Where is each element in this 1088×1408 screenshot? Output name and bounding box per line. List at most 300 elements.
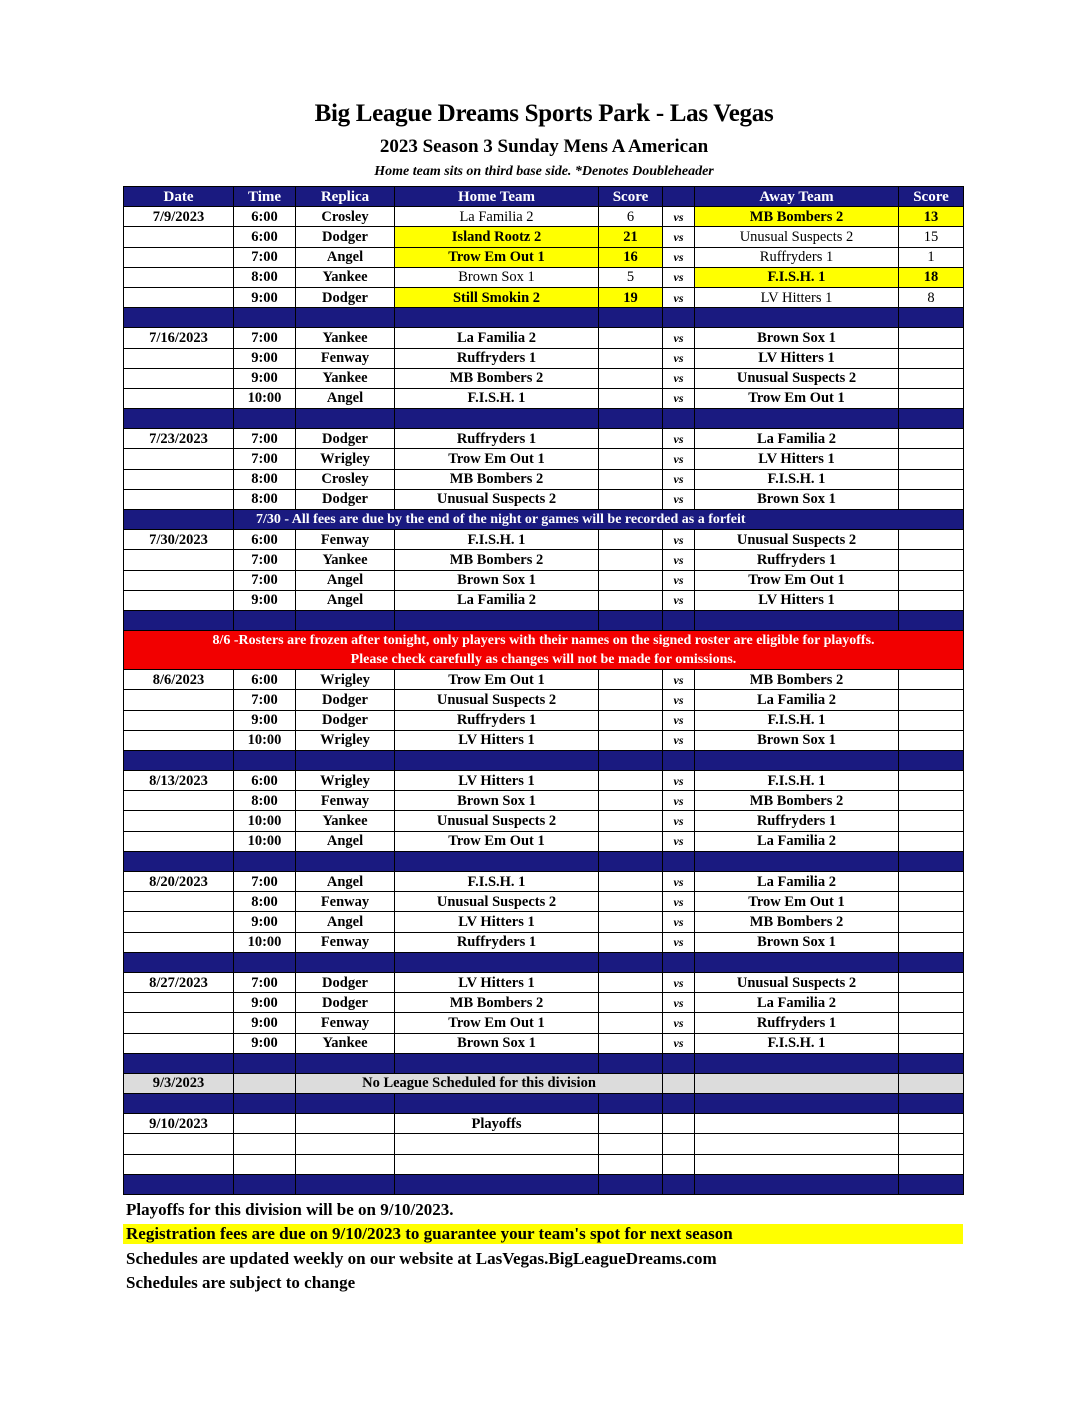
separator-cell xyxy=(663,851,695,871)
game-time: 10:00 xyxy=(234,932,296,952)
blank-cell xyxy=(395,1154,599,1174)
vs-label: vs xyxy=(663,449,695,469)
home-score: 21 xyxy=(599,227,663,247)
blank-cell xyxy=(899,1154,964,1174)
separator-cell xyxy=(599,750,663,770)
home-team: Unusual Suspects 2 xyxy=(395,489,599,509)
home-team: MB Bombers 2 xyxy=(395,469,599,489)
home-team: Brown Sox 1 xyxy=(395,570,599,590)
header-row xyxy=(124,187,964,207)
away-score xyxy=(899,771,964,791)
game-row xyxy=(124,690,964,710)
separator-cell xyxy=(695,750,899,770)
separator-cell xyxy=(395,1094,599,1114)
separator-cell xyxy=(599,1053,663,1073)
away-score xyxy=(899,892,964,912)
separator-cell xyxy=(296,1094,395,1114)
game-time: 8:00 xyxy=(234,267,296,287)
vs-label: vs xyxy=(663,912,695,932)
roster-alert-line-2: Please check carefully as changes will not be made for omissions. xyxy=(350,652,737,668)
separator-cell xyxy=(124,409,234,429)
week-separator xyxy=(124,851,964,871)
separator-cell xyxy=(663,409,695,429)
away-score xyxy=(899,690,964,710)
home-score xyxy=(599,469,663,489)
col-vs xyxy=(663,187,695,207)
game-date xyxy=(124,690,234,710)
away-team: MB Bombers 2 xyxy=(695,912,899,932)
home-score xyxy=(599,912,663,932)
game-field: Angel xyxy=(296,570,395,590)
separator-cell xyxy=(663,1053,695,1073)
vs-label: vs xyxy=(663,348,695,368)
footer-playoffs-note: Playoffs for this division will be on 9/10/2023. xyxy=(126,1200,454,1219)
game-date: 7/23/2023 xyxy=(124,429,234,449)
vs-label: vs xyxy=(663,388,695,408)
separator-cell xyxy=(899,952,964,972)
home-team: MB Bombers 2 xyxy=(395,550,599,570)
blank-cell xyxy=(599,1134,663,1154)
game-date xyxy=(124,892,234,912)
home-score xyxy=(599,932,663,952)
away-score xyxy=(899,348,964,368)
home-team: Unusual Suspects 2 xyxy=(395,811,599,831)
away-score xyxy=(899,590,964,610)
away-score xyxy=(899,993,964,1013)
game-date xyxy=(124,570,234,590)
home-score xyxy=(599,831,663,851)
separator-cell xyxy=(695,409,899,429)
away-score: 8 xyxy=(899,287,964,307)
away-team: Brown Sox 1 xyxy=(695,730,899,750)
blank-cell xyxy=(234,1134,296,1154)
game-row xyxy=(124,348,964,368)
schedule-table xyxy=(123,186,964,1195)
home-team: La Familia 2 xyxy=(395,207,599,227)
separator-cell xyxy=(599,952,663,972)
game-time: 9:00 xyxy=(234,590,296,610)
game-date xyxy=(124,932,234,952)
grey-cell xyxy=(663,1073,695,1093)
separator-cell xyxy=(899,610,964,630)
game-date xyxy=(124,388,234,408)
game-row xyxy=(124,570,964,590)
game-time: 6:00 xyxy=(234,670,296,690)
grey-cell xyxy=(234,1073,296,1093)
vs-label: vs xyxy=(663,932,695,952)
home-score xyxy=(599,972,663,992)
vs-label: vs xyxy=(663,368,695,388)
col-home-score: Score xyxy=(599,187,663,207)
game-time: 7:00 xyxy=(234,872,296,892)
home-team: La Familia 2 xyxy=(395,590,599,610)
game-row xyxy=(124,429,964,449)
col-away-score: Score xyxy=(899,187,964,207)
game-row xyxy=(124,1013,964,1033)
week-separator xyxy=(124,750,964,770)
away-score xyxy=(899,730,964,750)
separator-cell xyxy=(234,409,296,429)
vs-label: vs xyxy=(663,771,695,791)
separator-cell xyxy=(296,750,395,770)
home-score xyxy=(599,791,663,811)
vs-label: vs xyxy=(663,469,695,489)
game-row xyxy=(124,267,964,287)
game-date: 8/13/2023 xyxy=(124,771,234,791)
separator-cell xyxy=(695,308,899,328)
game-time: 10:00 xyxy=(234,811,296,831)
game-row xyxy=(124,892,964,912)
home-team: Trow Em Out 1 xyxy=(395,670,599,690)
game-time: 7:00 xyxy=(234,972,296,992)
separator-cell xyxy=(899,1094,964,1114)
blank-cell xyxy=(663,1154,695,1174)
separator-cell xyxy=(599,610,663,630)
separator-cell xyxy=(234,750,296,770)
vs-label: vs xyxy=(663,972,695,992)
game-field: Dodger xyxy=(296,690,395,710)
game-time: 6:00 xyxy=(234,530,296,550)
separator-cell xyxy=(695,952,899,972)
no-league-text: No League Scheduled for this division xyxy=(296,1073,663,1093)
grey-cell xyxy=(899,1073,964,1093)
home-team: F.I.S.H. 1 xyxy=(395,388,599,408)
home-team: F.I.S.H. 1 xyxy=(395,530,599,550)
away-score: 1 xyxy=(899,247,964,267)
separator-cell xyxy=(695,1174,899,1194)
game-time: 9:00 xyxy=(234,287,296,307)
blank-cell xyxy=(296,1134,395,1154)
game-row xyxy=(124,932,964,952)
game-field: Dodger xyxy=(296,227,395,247)
separator-cell xyxy=(234,308,296,328)
game-field: Wrigley xyxy=(296,771,395,791)
game-time: 9:00 xyxy=(234,912,296,932)
blank-row xyxy=(124,1154,964,1174)
separator-cell xyxy=(124,952,234,972)
away-score xyxy=(899,932,964,952)
game-field: Fenway xyxy=(296,1013,395,1033)
game-field: Wrigley xyxy=(296,730,395,750)
game-field: Crosley xyxy=(296,207,395,227)
away-score xyxy=(899,811,964,831)
home-team: La Familia 2 xyxy=(395,328,599,348)
separator-cell xyxy=(599,1094,663,1114)
home-score: 6 xyxy=(599,207,663,227)
away-team: La Familia 2 xyxy=(695,993,899,1013)
away-score xyxy=(899,831,964,851)
home-team: Unusual Suspects 2 xyxy=(395,690,599,710)
away-team: F.I.S.H. 1 xyxy=(695,771,899,791)
separator-cell xyxy=(395,1174,599,1194)
separator-cell xyxy=(234,1174,296,1194)
vs-label: vs xyxy=(663,1013,695,1033)
game-row xyxy=(124,368,964,388)
game-row xyxy=(124,530,964,550)
separator-cell xyxy=(599,1174,663,1194)
separator-cell xyxy=(234,851,296,871)
game-date: 9/3/2023 xyxy=(124,1073,234,1093)
separator-cell xyxy=(124,610,234,630)
game-field: Angel xyxy=(296,590,395,610)
home-team: Ruffryders 1 xyxy=(395,429,599,449)
away-score: 18 xyxy=(899,267,964,287)
home-score xyxy=(599,489,663,509)
separator-cell xyxy=(124,1174,234,1194)
away-team: Brown Sox 1 xyxy=(695,328,899,348)
away-score xyxy=(899,469,964,489)
game-time: 7:00 xyxy=(234,429,296,449)
col-away-team: Away Team xyxy=(695,187,899,207)
game-row xyxy=(124,993,964,1013)
game-field: Dodger xyxy=(296,287,395,307)
separator-cell xyxy=(899,1174,964,1194)
away-team: LV Hitters 1 xyxy=(695,590,899,610)
away-score xyxy=(899,550,964,570)
separator-cell xyxy=(395,952,599,972)
separator-cell xyxy=(663,750,695,770)
page-title: Big League Dreams Sports Park - Las Vegas xyxy=(314,100,774,127)
separator-cell xyxy=(899,409,964,429)
away-team: LV Hitters 1 xyxy=(695,348,899,368)
game-field: Fenway xyxy=(296,932,395,952)
vs-label: vs xyxy=(663,993,695,1013)
vs-label: vs xyxy=(663,670,695,690)
game-row xyxy=(124,388,964,408)
game-time: 9:00 xyxy=(234,1033,296,1053)
vs-label: vs xyxy=(663,550,695,570)
away-score xyxy=(899,489,964,509)
game-date xyxy=(124,489,234,509)
game-time: 7:00 xyxy=(234,449,296,469)
away-team: Brown Sox 1 xyxy=(695,489,899,509)
away-score xyxy=(899,429,964,449)
away-team: Trow Em Out 1 xyxy=(695,388,899,408)
game-field: Dodger xyxy=(296,710,395,730)
separator-cell xyxy=(695,610,899,630)
week-separator xyxy=(124,1053,964,1073)
game-field: Yankee xyxy=(296,811,395,831)
game-field: Dodger xyxy=(296,972,395,992)
away-team: LV Hitters 1 xyxy=(695,287,899,307)
game-time: 9:00 xyxy=(234,993,296,1013)
away-team: Ruffryders 1 xyxy=(695,811,899,831)
game-time: 10:00 xyxy=(234,730,296,750)
separator-cell xyxy=(695,851,899,871)
footer-change-note: Schedules are subject to change xyxy=(126,1273,356,1292)
home-team-note: Home team sits on third base side. *Denotes Doubleheader xyxy=(374,164,714,179)
game-date xyxy=(124,368,234,388)
away-team: F.I.S.H. 1 xyxy=(695,1033,899,1053)
away-team: Unusual Suspects 2 xyxy=(695,972,899,992)
game-row xyxy=(124,247,964,267)
game-field: Fenway xyxy=(296,530,395,550)
game-row xyxy=(124,590,964,610)
blank-cell xyxy=(124,1134,234,1154)
separator-cell xyxy=(296,952,395,972)
home-score xyxy=(599,570,663,590)
separator-cell xyxy=(663,1094,695,1114)
away-score xyxy=(899,388,964,408)
away-team: Unusual Suspects 2 xyxy=(695,227,899,247)
separator-cell xyxy=(234,952,296,972)
col-home-team: Home Team xyxy=(395,187,599,207)
away-score xyxy=(899,912,964,932)
vs-label: vs xyxy=(663,530,695,550)
vs-label: vs xyxy=(663,227,695,247)
game-date: 8/27/2023 xyxy=(124,972,234,992)
home-score xyxy=(599,1013,663,1033)
separator-cell xyxy=(296,610,395,630)
game-date: 7/16/2023 xyxy=(124,328,234,348)
game-date xyxy=(124,993,234,1013)
game-date xyxy=(124,791,234,811)
home-score xyxy=(599,530,663,550)
game-row xyxy=(124,287,964,307)
away-team: MB Bombers 2 xyxy=(695,207,899,227)
game-date: 8/20/2023 xyxy=(124,872,234,892)
away-team: Brown Sox 1 xyxy=(695,932,899,952)
away-team: MB Bombers 2 xyxy=(695,791,899,811)
blank-cell xyxy=(395,1134,599,1154)
home-score xyxy=(599,670,663,690)
separator-cell xyxy=(599,409,663,429)
away-score xyxy=(899,791,964,811)
vs-label: vs xyxy=(663,489,695,509)
separator-cell xyxy=(663,952,695,972)
game-field: Angel xyxy=(296,872,395,892)
game-field: Wrigley xyxy=(296,449,395,469)
home-team: Island Rootz 2 xyxy=(395,227,599,247)
vs-label: vs xyxy=(663,590,695,610)
separator-cell xyxy=(296,308,395,328)
game-time: 9:00 xyxy=(234,1013,296,1033)
week-separator xyxy=(124,308,964,328)
game-row xyxy=(124,670,964,690)
separator-cell xyxy=(395,409,599,429)
home-team: Still Smokin 2 xyxy=(395,287,599,307)
vs-label: vs xyxy=(663,690,695,710)
game-field: Angel xyxy=(296,912,395,932)
home-score xyxy=(599,872,663,892)
game-date xyxy=(124,469,234,489)
blank-cell xyxy=(599,1154,663,1174)
game-field: Fenway xyxy=(296,348,395,368)
blank-cell xyxy=(234,1154,296,1174)
blank-cell xyxy=(695,1154,899,1174)
game-field: Angel xyxy=(296,388,395,408)
game-row xyxy=(124,811,964,831)
notice-spacer xyxy=(124,510,234,530)
game-date xyxy=(124,449,234,469)
home-team: Ruffryders 1 xyxy=(395,710,599,730)
game-date xyxy=(124,287,234,307)
game-field: Angel xyxy=(296,831,395,851)
home-score xyxy=(599,590,663,610)
roster-alert-row xyxy=(124,631,964,670)
separator-cell xyxy=(296,1053,395,1073)
vs-label: vs xyxy=(663,831,695,851)
vs-label: vs xyxy=(663,570,695,590)
away-score xyxy=(899,670,964,690)
game-field: Yankee xyxy=(296,267,395,287)
game-field: Dodger xyxy=(296,993,395,1013)
separator-cell xyxy=(663,610,695,630)
game-row xyxy=(124,1114,964,1134)
game-date: 7/30/2023 xyxy=(124,530,234,550)
vs-label: vs xyxy=(663,730,695,750)
game-time: 7:00 xyxy=(234,570,296,590)
col-time: Time xyxy=(234,187,296,207)
game-date: 7/9/2023 xyxy=(124,207,234,227)
game-time: 9:00 xyxy=(234,710,296,730)
home-team: Ruffryders 1 xyxy=(395,348,599,368)
week-separator xyxy=(124,1094,964,1114)
home-score xyxy=(599,730,663,750)
game-time: 6:00 xyxy=(234,207,296,227)
grey-cell xyxy=(695,1073,899,1093)
game-time: 9:00 xyxy=(234,368,296,388)
away-team: Ruffryders 1 xyxy=(695,550,899,570)
game-time: 6:00 xyxy=(234,771,296,791)
game-date xyxy=(124,730,234,750)
game-field: Fenway xyxy=(296,791,395,811)
game-time: 7:00 xyxy=(234,247,296,267)
away-team: Ruffryders 1 xyxy=(695,1013,899,1033)
game-date xyxy=(124,1033,234,1053)
vs-label: vs xyxy=(663,207,695,227)
home-team: Trow Em Out 1 xyxy=(395,449,599,469)
home-team: LV Hitters 1 xyxy=(395,730,599,750)
separator-cell xyxy=(599,851,663,871)
home-team: Brown Sox 1 xyxy=(395,1033,599,1053)
home-score xyxy=(599,710,663,730)
blank-row xyxy=(124,1134,964,1154)
home-team: Unusual Suspects 2 xyxy=(395,892,599,912)
separator-cell xyxy=(124,1053,234,1073)
separator-cell xyxy=(124,851,234,871)
game-field: Yankee xyxy=(296,550,395,570)
game-time: 7:00 xyxy=(234,328,296,348)
game-date: 8/6/2023 xyxy=(124,670,234,690)
game-field xyxy=(296,1114,395,1134)
away-team: F.I.S.H. 1 xyxy=(695,469,899,489)
separator-cell xyxy=(395,308,599,328)
separator-cell xyxy=(296,409,395,429)
home-score xyxy=(599,368,663,388)
game-time: 10:00 xyxy=(234,831,296,851)
game-time xyxy=(234,1114,296,1134)
game-row xyxy=(124,207,964,227)
blank-cell xyxy=(663,1134,695,1154)
home-score xyxy=(599,1033,663,1053)
home-score xyxy=(599,690,663,710)
separator-cell xyxy=(234,1053,296,1073)
fee-notice-row xyxy=(124,510,964,530)
vs-label: vs xyxy=(663,1033,695,1053)
week-separator xyxy=(124,610,964,630)
footer-website-note: Schedules are updated weekly on our website at LasVegas.BigLeagueDreams.com xyxy=(126,1249,717,1268)
game-time: 7:00 xyxy=(234,550,296,570)
home-score xyxy=(599,892,663,912)
game-row xyxy=(124,550,964,570)
game-date xyxy=(124,1013,234,1033)
home-team: Trow Em Out 1 xyxy=(395,831,599,851)
blank-cell xyxy=(296,1154,395,1174)
game-field: Fenway xyxy=(296,892,395,912)
vs-label xyxy=(663,1114,695,1134)
game-date xyxy=(124,912,234,932)
